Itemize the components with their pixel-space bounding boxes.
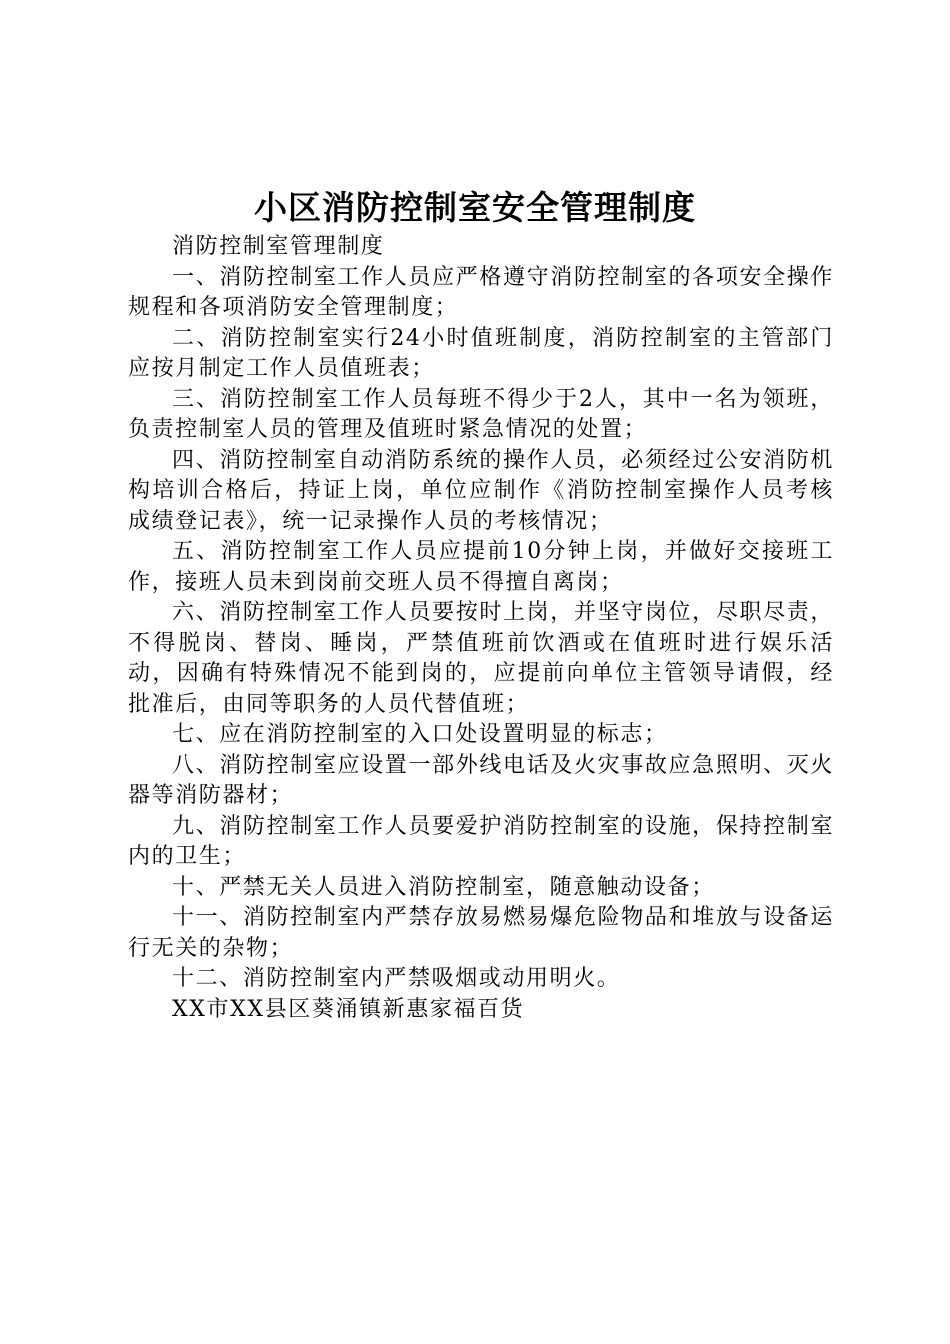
clause-1: 一、消防控制室工作人员应严格遵守消防控制室的各项安全操作规程和各项消防安全管理制度；	[128, 264, 834, 320]
clause-6: 六、消防控制室工作人员要按时上岗，并坚守岗位，尽职尽责，不得脱岗、替岗、睡岗，严禁值班前饮酒或在值班时进行娱乐活动，因确有特殊情况不能到岗的，应提前向单位主管领导请假，经批准后，由同等职务的人员代替值班；	[128, 600, 834, 717]
clause-4: 四、消防控制室自动消防系统的操作人员，必须经过公安消防机构培训合格后，持证上岗，单位应制作《消防控制室操作人员考核成绩登记表》，统一记录操作人员的考核情况；	[128, 447, 834, 534]
clause-5: 五、消防控制室工作人员应提前10分钟上岗，并做好交接班工作，接班人员未到岗前交班人员不得擅自离岗；	[128, 539, 834, 595]
clause-9: 九、消防控制室工作人员要爱护消防控制室的设施，保持控制室内的卫生；	[128, 813, 834, 869]
document-signature: XX市XX县区葵涌镇新惠家福百货	[172, 996, 525, 1022]
clause-8: 八、消防控制室应设置一部外线电话及火灾事故应急照明、灭火器等消防器材；	[128, 752, 834, 808]
clause-2: 二、消防控制室实行24小时值班制度，消防控制室的主管部门应按月制定工作人员值班表；	[128, 325, 834, 381]
document-body	[128, 232, 834, 1025]
document-title: 小区消防控制室安全管理制度	[254, 188, 696, 227]
clause-10: 十、严禁无关人员进入消防控制室，随意触动设备；	[172, 874, 715, 900]
clause-3: 三、消防控制室工作人员每班不得少于2人，其中一名为领班，负责控制室人员的管理及值班时紧急情况的处置；	[128, 386, 834, 442]
clause-7: 七、应在消防控制室的入口处设置明显的标志；	[172, 722, 668, 747]
clause-11: 十一、消防控制室内严禁存放易燃易爆危险物品和堆放与设备运行无关的杂物；	[128, 905, 834, 961]
clause-12: 十二、消防控制室内严禁吸烟或动用明火。	[172, 966, 621, 991]
document-subtitle: 消防控制室管理制度	[172, 234, 385, 259]
